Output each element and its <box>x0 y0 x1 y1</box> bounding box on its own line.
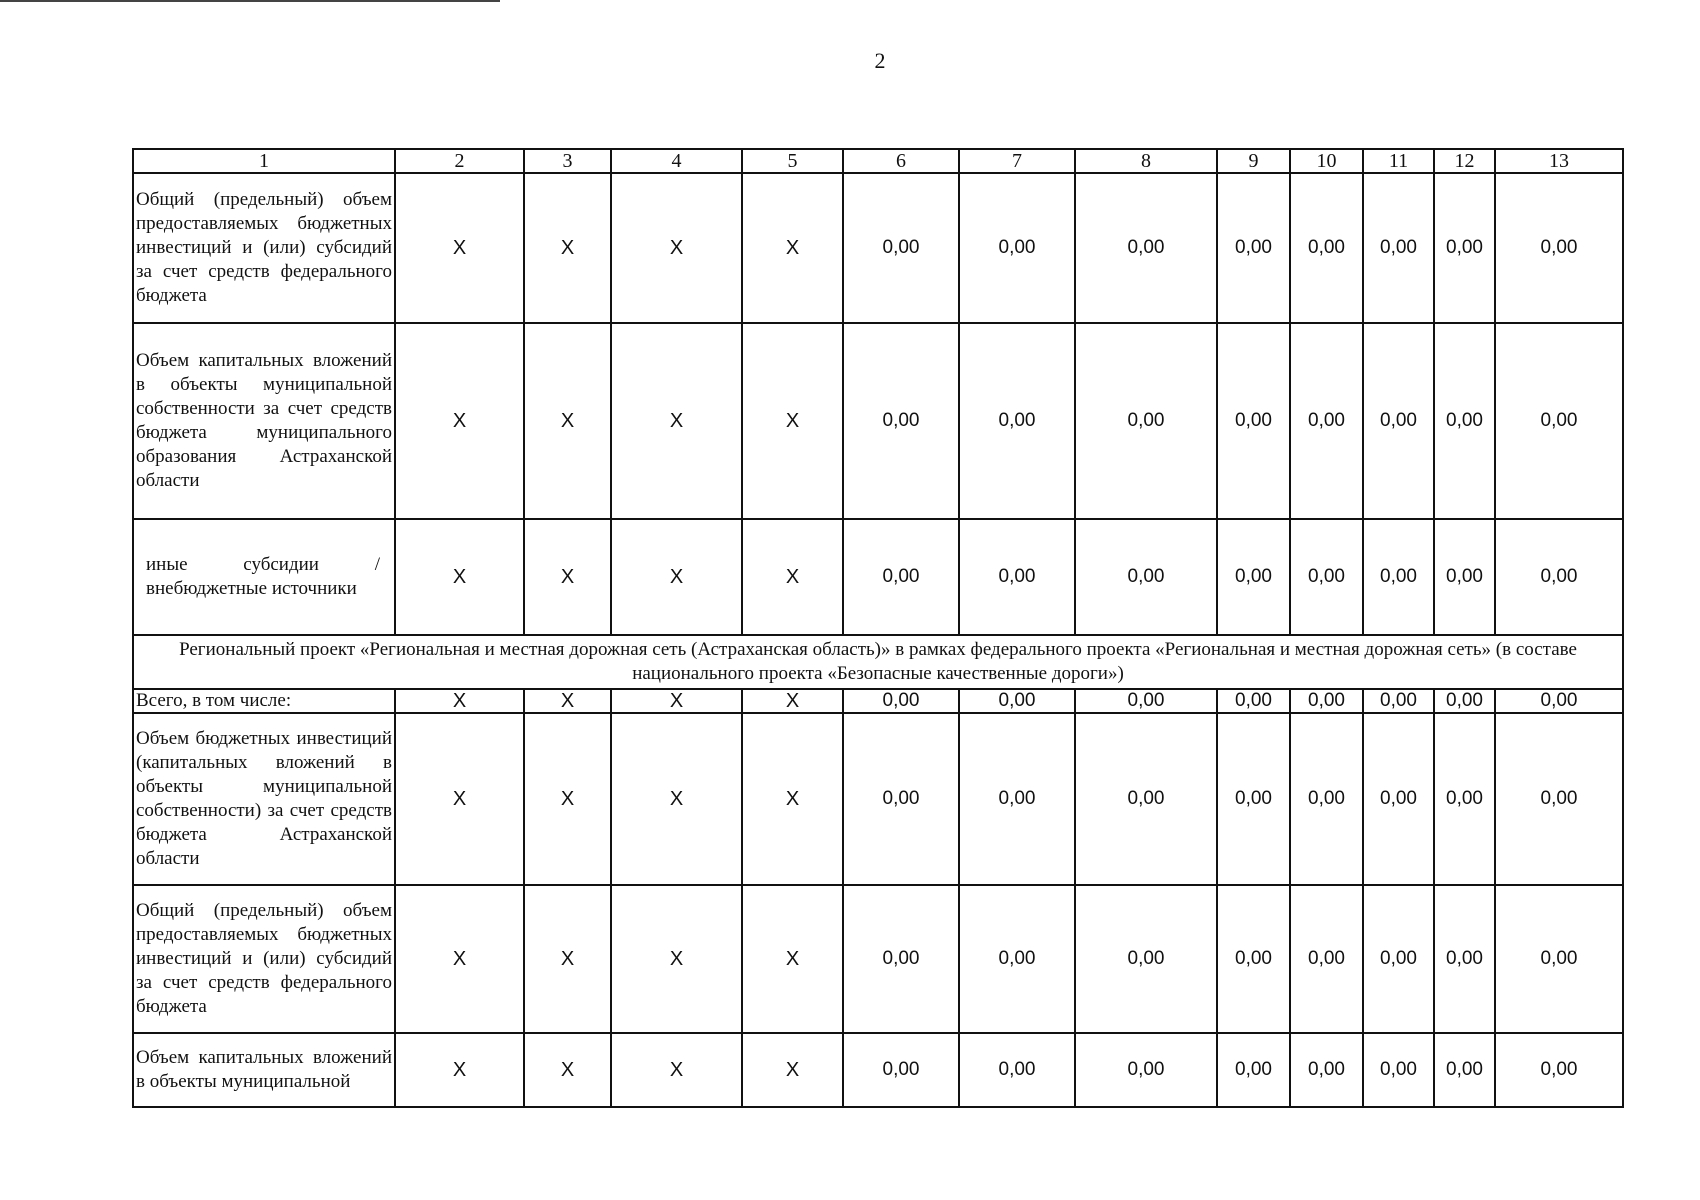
cell-value: 0,00 <box>843 519 959 635</box>
cell-value: 0,00 <box>1075 885 1217 1033</box>
row-label: Объем капитальных вложений в объекты муниципальной <box>133 1033 395 1107</box>
cell-value: X <box>395 519 524 635</box>
cell-value: 0,00 <box>1217 689 1290 713</box>
cell-value: 0,00 <box>1075 323 1217 519</box>
cell-value: 0,00 <box>1495 1033 1623 1107</box>
cell-value: 0,00 <box>1217 885 1290 1033</box>
cell-value: X <box>611 173 742 323</box>
cell-value: X <box>524 173 611 323</box>
cell-value: 0,00 <box>1495 323 1623 519</box>
cell-value: 0,00 <box>1495 885 1623 1033</box>
column-number: 6 <box>843 149 959 173</box>
row-label: Общий (предельный) объем предоставляемых бюджетных инвестиций и (или) субсидий за счет средств федерального бюджета <box>133 173 395 323</box>
column-number: 5 <box>742 149 843 173</box>
table-row <box>133 323 1623 519</box>
cell-value: 0,00 <box>1434 323 1495 519</box>
scan-edge-line <box>0 0 500 2</box>
column-number: 11 <box>1363 149 1434 173</box>
section-title: Региональный проект «Региональная и местная дорожная сеть (Астраханская область)» в рамках федерального проекта «Региональная и местная дорожная сеть» (в составе национального проекта «Безопасные качественные дороги») <box>133 635 1623 689</box>
row-label: Всего, в том числе: <box>133 689 395 713</box>
cell-value: X <box>524 1033 611 1107</box>
cell-value: X <box>395 689 524 713</box>
column-number: 7 <box>959 149 1075 173</box>
row-label: Объем бюджетных инвестиций (капитальных вложений в объекты муниципальной собственности) за счет средств бюджета Астраханской области <box>133 713 395 885</box>
cell-value: X <box>742 713 843 885</box>
cell-value: 0,00 <box>1075 519 1217 635</box>
cell-value: 0,00 <box>1363 885 1434 1033</box>
cell-value: X <box>742 173 843 323</box>
cell-value: X <box>742 323 843 519</box>
total-row <box>133 689 1623 713</box>
column-number: 8 <box>1075 149 1217 173</box>
column-number: 9 <box>1217 149 1290 173</box>
cell-value: X <box>611 323 742 519</box>
cell-value: 0,00 <box>959 689 1075 713</box>
cell-value: 0,00 <box>1363 519 1434 635</box>
cell-value: 0,00 <box>1217 713 1290 885</box>
cell-value: 0,00 <box>1434 689 1495 713</box>
cell-value: 0,00 <box>843 689 959 713</box>
cell-value: 0,00 <box>1290 885 1363 1033</box>
cell-value: X <box>395 323 524 519</box>
cell-value: X <box>524 519 611 635</box>
cell-value: X <box>395 1033 524 1107</box>
cell-value: X <box>742 1033 843 1107</box>
column-number: 2 <box>395 149 524 173</box>
cell-value: X <box>742 519 843 635</box>
cell-value: X <box>524 713 611 885</box>
column-number-row <box>133 149 1623 173</box>
cell-value: 0,00 <box>1075 173 1217 323</box>
cell-value: 0,00 <box>1290 689 1363 713</box>
column-number: 10 <box>1290 149 1363 173</box>
cell-value: 0,00 <box>1434 1033 1495 1107</box>
cell-value: X <box>524 885 611 1033</box>
row-label: Общий (предельный) объем предоставляемых бюджетных инвестиций и (или) субсидий за счет средств федерального бюджета <box>133 885 395 1033</box>
cell-value: 0,00 <box>1434 885 1495 1033</box>
table-row <box>133 173 1623 323</box>
cell-value: 0,00 <box>1290 323 1363 519</box>
cell-value: 0,00 <box>1075 689 1217 713</box>
cell-value: X <box>395 173 524 323</box>
cell-value: X <box>611 713 742 885</box>
row-label: иные субсидии / внебюджетные источники <box>133 519 395 635</box>
cell-value: 0,00 <box>1363 689 1434 713</box>
cell-value: 0,00 <box>1075 713 1217 885</box>
cell-value: 0,00 <box>1495 519 1623 635</box>
cell-value: 0,00 <box>1363 713 1434 885</box>
cell-value: 0,00 <box>959 173 1075 323</box>
cell-value: 0,00 <box>843 323 959 519</box>
cell-value: 0,00 <box>843 713 959 885</box>
cell-value: 0,00 <box>1075 1033 1217 1107</box>
column-number: 4 <box>611 149 742 173</box>
cell-value: 0,00 <box>1495 689 1623 713</box>
cell-value: 0,00 <box>1290 1033 1363 1107</box>
section-header-row <box>133 635 1623 689</box>
cell-value: 0,00 <box>843 885 959 1033</box>
cell-value: 0,00 <box>959 713 1075 885</box>
cell-value: 0,00 <box>1217 1033 1290 1107</box>
cell-value: X <box>395 885 524 1033</box>
cell-value: 0,00 <box>1495 713 1623 885</box>
cell-value: 0,00 <box>1217 173 1290 323</box>
cell-value: X <box>395 713 524 885</box>
row-label: Объем капитальных вложений в объекты муниципальной собственности за счет средств бюджета муниципального образования Астраханской области <box>133 323 395 519</box>
cell-value: 0,00 <box>1434 173 1495 323</box>
budget-table <box>132 148 1624 1108</box>
cell-value: X <box>611 885 742 1033</box>
cell-value: 0,00 <box>1217 519 1290 635</box>
cell-value: 0,00 <box>959 323 1075 519</box>
table-row <box>133 519 1623 635</box>
cell-value: 0,00 <box>1290 173 1363 323</box>
cell-value: 0,00 <box>959 885 1075 1033</box>
table-row <box>133 885 1623 1033</box>
cell-value: 0,00 <box>1495 173 1623 323</box>
cell-value: 0,00 <box>1363 1033 1434 1107</box>
cell-value: 0,00 <box>843 1033 959 1107</box>
column-number: 1 <box>133 149 395 173</box>
cell-value: X <box>611 689 742 713</box>
cell-value: 0,00 <box>1363 323 1434 519</box>
cell-value: X <box>742 885 843 1033</box>
cell-value: X <box>611 1033 742 1107</box>
cell-value: 0,00 <box>959 519 1075 635</box>
column-number: 13 <box>1495 149 1623 173</box>
cell-value: 0,00 <box>1290 519 1363 635</box>
column-number: 12 <box>1434 149 1495 173</box>
table-row <box>133 1033 1623 1107</box>
cell-value: 0,00 <box>1290 713 1363 885</box>
table-row <box>133 713 1623 885</box>
cell-value: X <box>524 689 611 713</box>
cell-value: X <box>742 689 843 713</box>
cell-value: X <box>611 519 742 635</box>
cell-value: 0,00 <box>959 1033 1075 1107</box>
cell-value: 0,00 <box>1217 323 1290 519</box>
cell-value: 0,00 <box>1434 713 1495 885</box>
cell-value: X <box>524 323 611 519</box>
page-number: 2 <box>874 48 886 73</box>
cell-value: 0,00 <box>1363 173 1434 323</box>
cell-value: 0,00 <box>1434 519 1495 635</box>
column-number: 3 <box>524 149 611 173</box>
cell-value: 0,00 <box>843 173 959 323</box>
